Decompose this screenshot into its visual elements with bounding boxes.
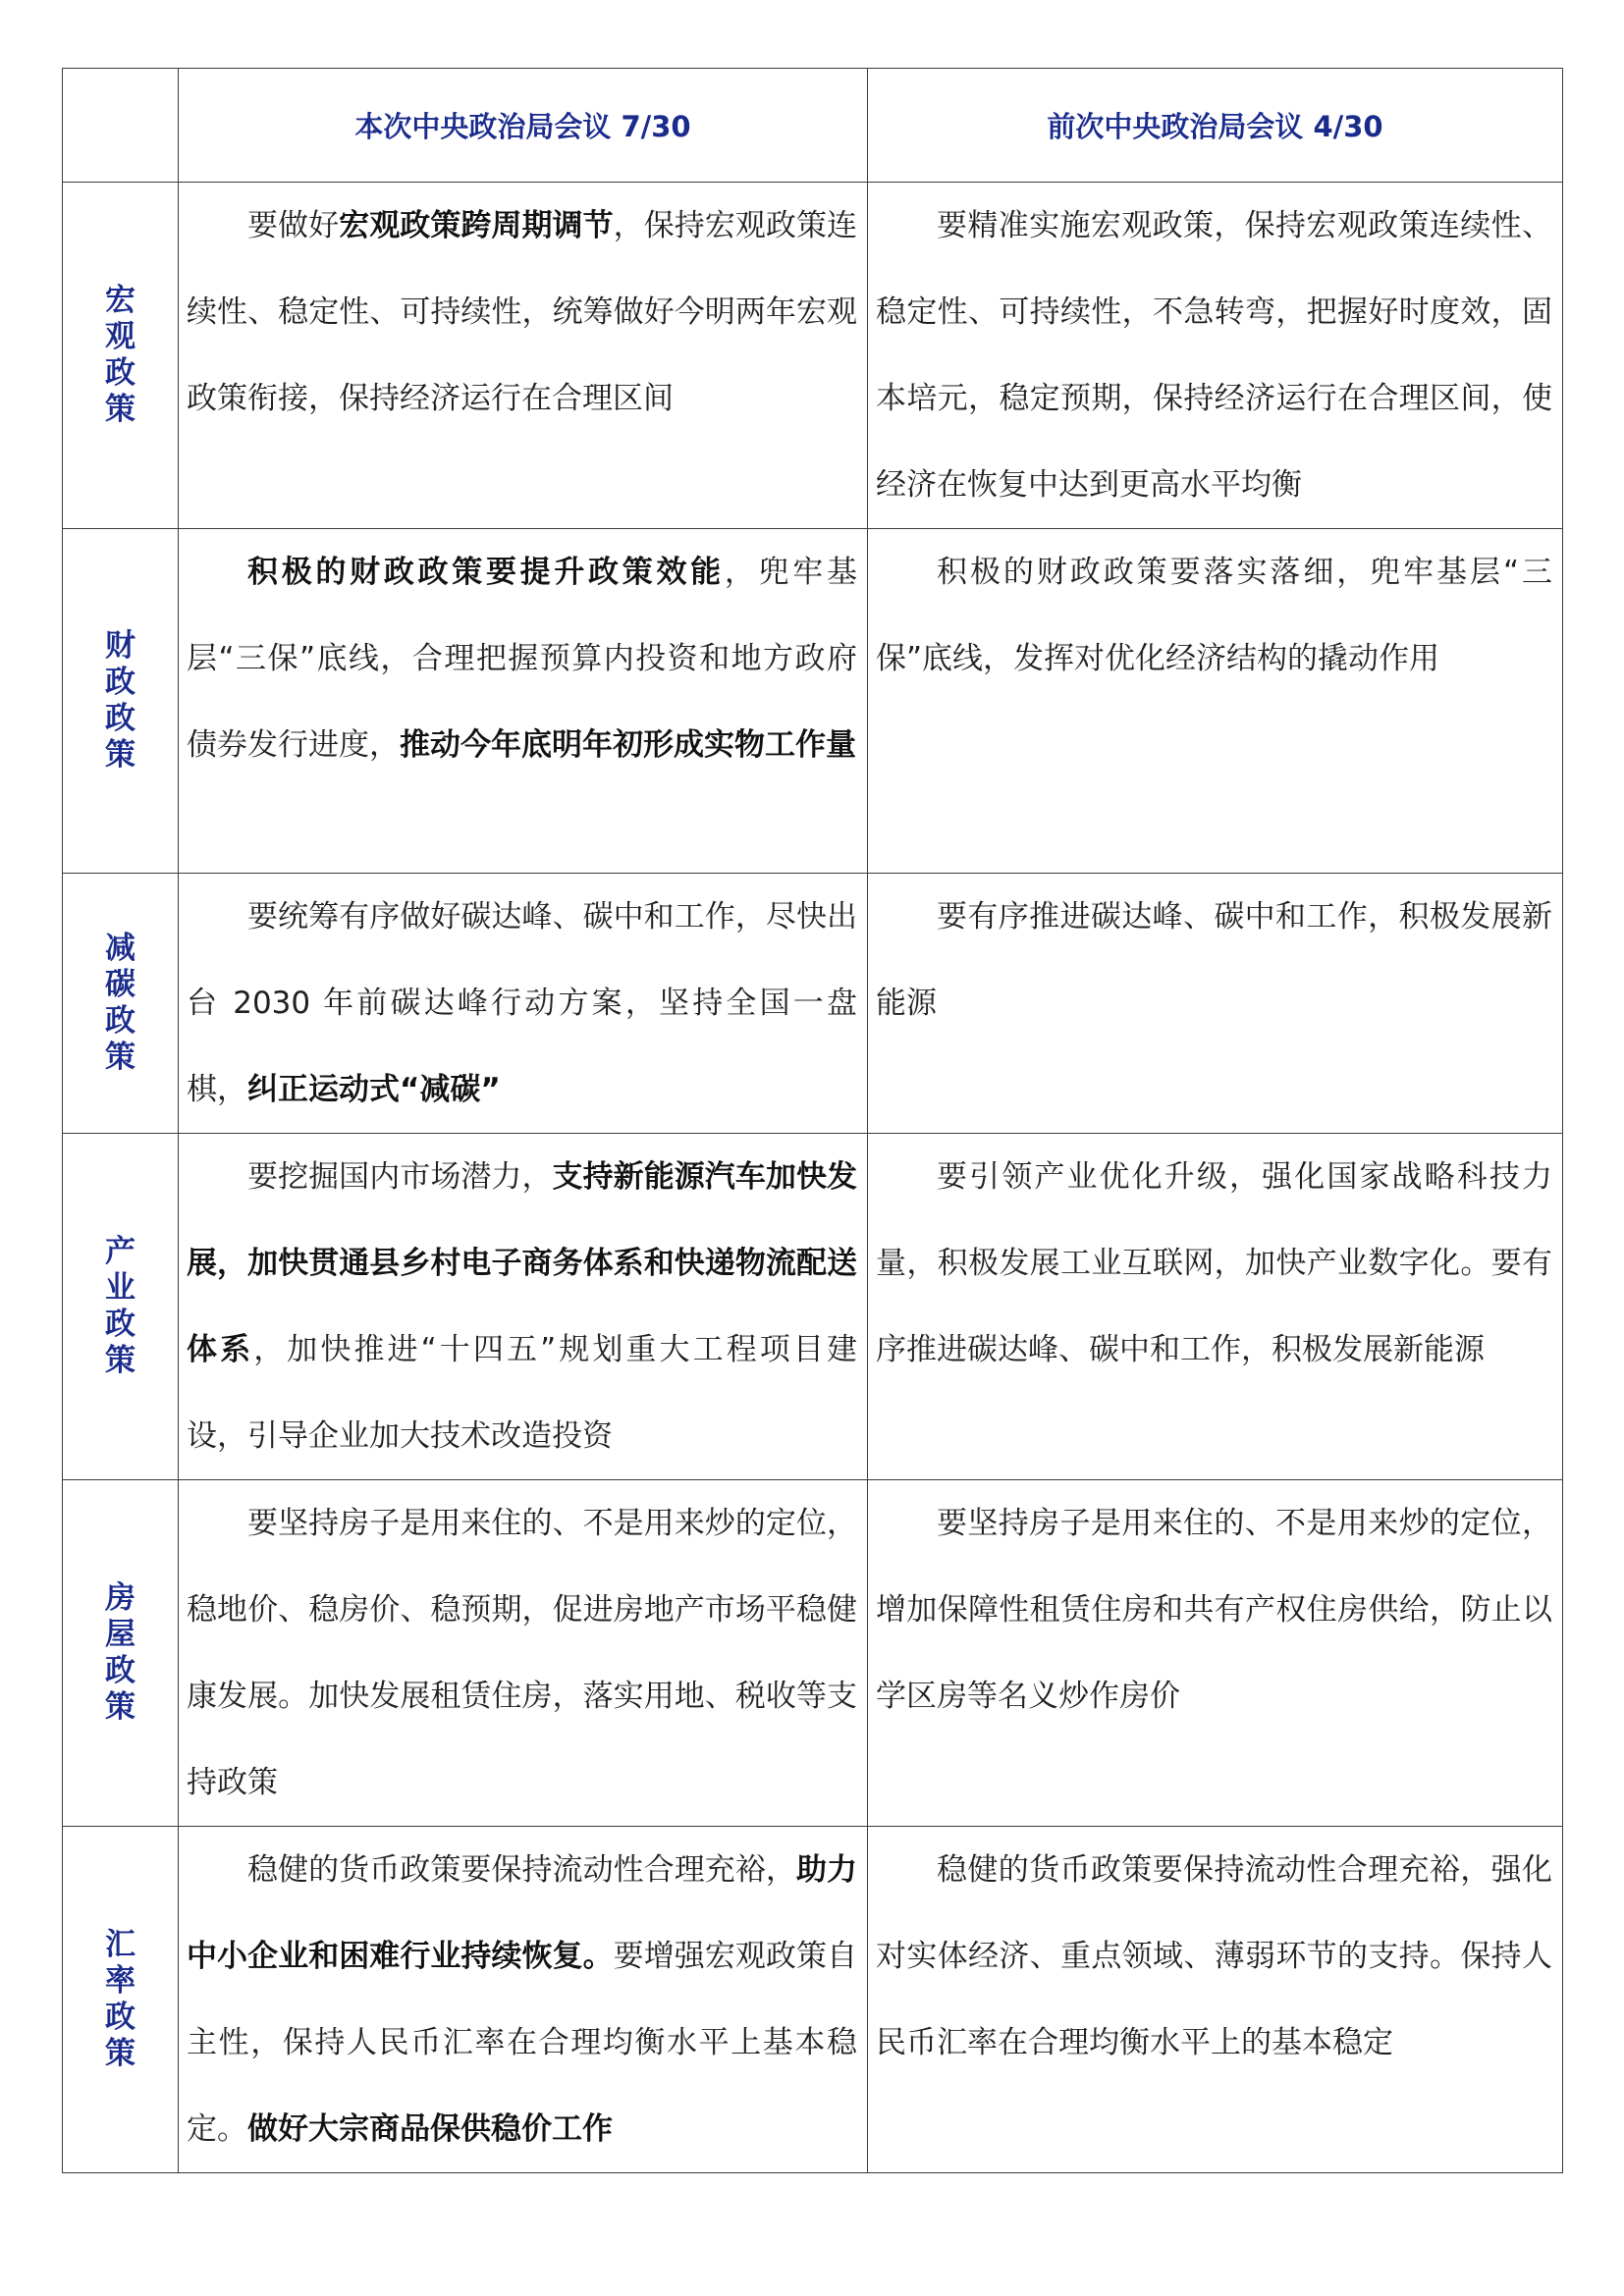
category-cell <box>63 529 179 874</box>
table-row <box>63 183 1563 529</box>
header-previous-meeting: 前次中央政治局会议 4/30 <box>868 69 1563 183</box>
category-label: 房屋政策 <box>105 1580 135 1725</box>
category-label: 产业政策 <box>105 1234 135 1378</box>
text-segment: 要做好 <box>247 208 340 243</box>
table-row <box>63 874 1563 1134</box>
current-text <box>179 874 867 1133</box>
category-label: 汇率政策 <box>105 1927 135 2071</box>
previous-text <box>868 183 1562 528</box>
previous-cell <box>868 183 1563 529</box>
current-cell <box>179 1134 868 1480</box>
emphasis-text: 积极的财政政策要提升政策效能 <box>247 555 725 590</box>
category-cell <box>63 874 179 1134</box>
previous-text <box>868 1827 1562 2086</box>
text-segment: 积极的财政政策要落实落细，兜牢基层“三保”底线，发挥对优化经济结构的撬动作用 <box>876 555 1552 676</box>
category-label: 减碳政策 <box>105 931 135 1075</box>
text-segment: ，保持宏观政策连续性、稳定性、可持续性，统筹做好今明两年宏观政策衔接，保持经济运行在合理区间 <box>187 208 858 416</box>
current-text <box>179 1134 867 1479</box>
previous-text <box>868 529 1562 702</box>
text-segment: 要有序推进碳达峰、碳中和工作，积极发展新能源 <box>876 899 1552 1021</box>
text-segment: 要精准实施宏观政策，保持宏观政策连续性、稳定性、可持续性，不急转弯，把握好时度效，固本培元，稳定预期，保持经济运行在合理区间，使经济在恢复中达到更高水平均衡 <box>876 208 1552 503</box>
previous-text <box>868 1480 1562 1739</box>
category-cell <box>63 183 179 529</box>
table-row <box>63 529 1563 874</box>
current-cell <box>179 529 868 874</box>
previous-text <box>868 874 1562 1046</box>
current-text <box>179 1827 867 2172</box>
corner-cell <box>63 69 179 183</box>
current-cell <box>179 1827 868 2173</box>
emphasis-text: 做好大宗商品保供稳价工作 <box>247 2111 613 2147</box>
current-text <box>179 529 867 788</box>
previous-cell <box>868 1827 1563 2173</box>
text-segment: ，加快推进“十四五”规划重大工程项目建设，引导企业加大技术改造投资 <box>187 1332 857 1454</box>
previous-cell <box>868 1134 1563 1480</box>
current-cell <box>179 874 868 1134</box>
category-cell <box>63 1134 179 1480</box>
header-current-meeting: 本次中央政治局会议 7/30 <box>179 69 868 183</box>
table-header-row <box>63 69 1563 183</box>
emphasis-text: 助力中小企业和困难行业持续恢复。 <box>187 1852 858 1974</box>
text-segment: 要坚持房子是用来住的、不是用来炒的定位，增加保障性租赁住房和共有产权住房供给，防止以学区房等名义炒作房价 <box>876 1506 1552 1714</box>
text-segment: 要统筹有序做好碳达峰、碳中和工作，尽快出台 2030 年前碳达峰行动方案，坚持全国一盘棋， <box>187 899 857 1107</box>
policy-comparison-table <box>62 68 1563 2173</box>
text-segment: 要引领产业优化升级，强化国家战略科技力量，积极发展工业互联网，加快产业数字化。要有序推进碳达峰、碳中和工作，积极发展新能源 <box>876 1159 1552 1367</box>
text-segment: 要坚持房子是用来住的、不是用来炒的定位，稳地价、稳房价、稳预期，促进房地产市场平稳健康发展。加快发展租赁住房，落实用地、税收等支持政策 <box>187 1506 857 1800</box>
text-segment: 稳健的货币政策要保持流动性合理充裕， <box>247 1852 796 1888</box>
category-cell <box>63 1480 179 1827</box>
current-cell <box>179 183 868 529</box>
current-cell <box>179 1480 868 1827</box>
current-text <box>179 183 867 442</box>
current-text <box>179 1480 867 1826</box>
table-row <box>63 1480 1563 1827</box>
category-label: 财政政策 <box>105 628 135 773</box>
category-cell <box>63 1827 179 2173</box>
emphasis-text: 推动今年底明年初形成实物工作量 <box>400 727 856 763</box>
text-segment: ，兜牢基层“三保”底线，合理把握预算内投资和地方政府债券发行进度， <box>187 555 858 763</box>
text-segment: 要增强宏观政策自主性，保持人民币汇率在合理均衡水平上基本稳定。 <box>187 1939 858 2147</box>
text-segment: 要挖掘国内市场潜力， <box>247 1159 553 1195</box>
previous-cell <box>868 529 1563 874</box>
previous-cell <box>868 874 1563 1134</box>
text-segment: 稳健的货币政策要保持流动性合理充裕，强化对实体经济、重点领域、薄弱环节的支持。保持人民币汇率在合理均衡水平上的基本稳定 <box>876 1852 1552 2060</box>
emphasis-text: 宏观政策跨周期调节 <box>339 208 614 243</box>
previous-text <box>868 1134 1562 1393</box>
category-label: 宏观政策 <box>105 283 135 427</box>
emphasis-text: 纠正运动式“减碳” <box>247 1072 501 1107</box>
table-row <box>63 1827 1563 2173</box>
previous-cell <box>868 1480 1563 1827</box>
emphasis-text: 支持新能源汽车加快发展，加快贯通县乡村电子商务体系和快递物流配送体系 <box>187 1159 858 1367</box>
table-row <box>63 1134 1563 1480</box>
